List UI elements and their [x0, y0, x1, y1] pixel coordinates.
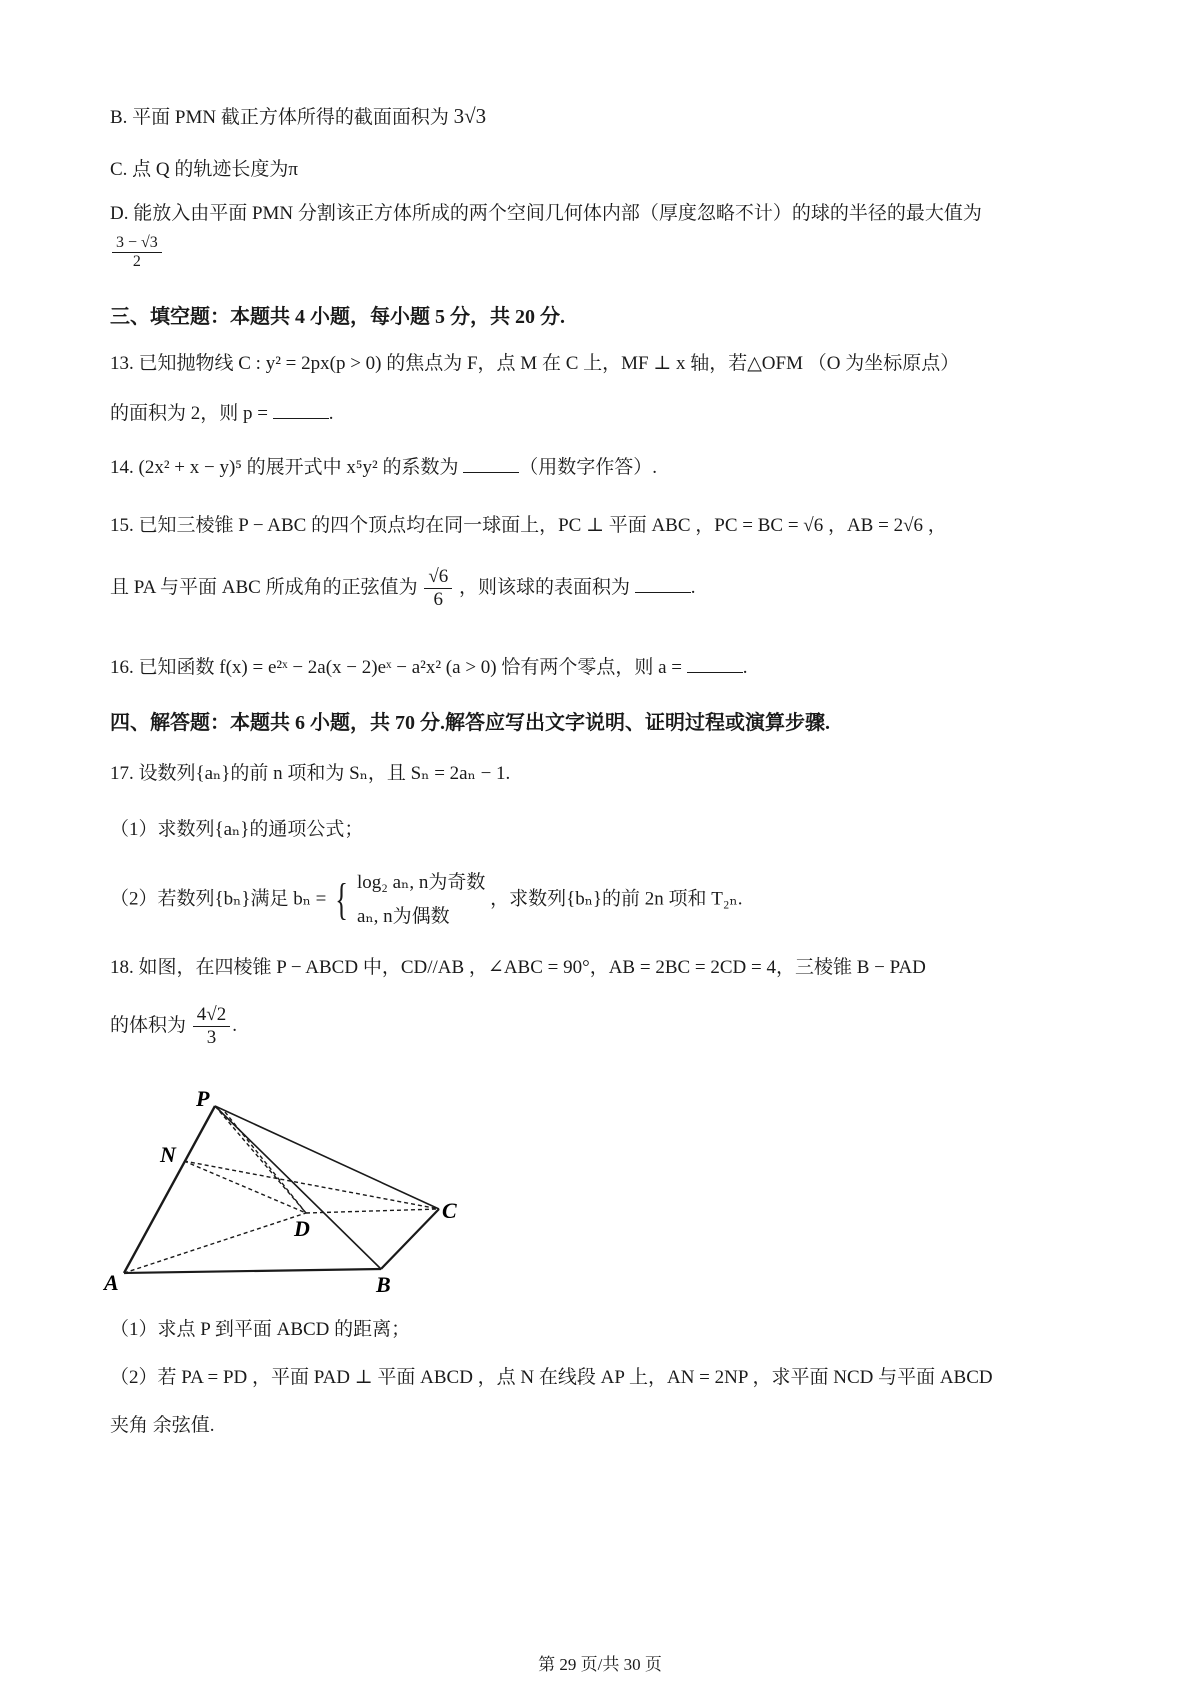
fraction-numerator: 3 − √3 [112, 234, 162, 253]
edge-pc [215, 1106, 439, 1209]
case-odd: log₂ aₙ, n为奇数 [357, 872, 486, 893]
q18-end: . [232, 1014, 237, 1036]
q16-text: 16. 已知函数 f(x) = e²ˣ − 2a(x − 2)eˣ − a²x² (a > 0) 恰有两个零点，则 a = [110, 657, 683, 678]
option-c: C. 点 Q 的轨迹长度为π [110, 159, 298, 180]
question-18-part2-line2: 夹角 余弦值. [110, 1415, 215, 1436]
segment-nd [184, 1161, 306, 1213]
option-b-value: 3√3 [453, 104, 487, 128]
q17-part2-text: （2）若数列{bₙ}满足 bₙ = [110, 888, 327, 910]
label-p: P [196, 1086, 210, 1111]
question-17-part1: （1）求数列{aₙ}的通项公式； [110, 819, 364, 840]
brace: { [335, 875, 349, 924]
q18-text: 的体积为 [110, 1014, 187, 1036]
label-c: C [442, 1198, 457, 1223]
edge-ab [124, 1269, 381, 1273]
q13-end: . [328, 403, 334, 424]
section-3-heading: 三、填空题：本题共 4 小题，每小题 5 分，共 20 分. [110, 306, 565, 328]
label-d: D [294, 1216, 310, 1241]
q15-text: 且 PA 与平面 ABC 所成角的正弦值为 [110, 576, 418, 598]
q16-end: . [742, 657, 748, 678]
fraction-numerator: √6 [424, 566, 452, 589]
option-d: D. 能放入由平面 PMN 分割该正方体所成的两个空间几何体内部（厚度忽略不计）的球的半径的最大值为 [110, 203, 982, 224]
question-18-part1: （1）求点 P 到平面 ABCD 的距离； [110, 1319, 411, 1340]
fraction-denominator: 2 [132, 253, 141, 270]
label-a: A [104, 1270, 119, 1295]
q15-end: . [690, 576, 696, 598]
q15-text-2: ，则该球的表面积为 [459, 576, 631, 598]
q13-text: 的面积为 2，则 p = [110, 403, 268, 424]
section-4-heading: 四、解答题：本题共 6 小题，共 70 分.解答应写出文字说明、证明过程或演算步骤. [110, 712, 830, 734]
question-17-stem: 17. 设数列{aₙ}的前 n 项和为 Sₙ，且 Sₙ = 2aₙ − 1. [110, 763, 511, 784]
option-b-text: B. 平面 PMN 截正方体所得的截面面积为 [110, 107, 449, 128]
label-n: N [160, 1142, 176, 1167]
edge-bc [381, 1209, 439, 1269]
page-footer: 第 29 页/共 30 页 [538, 1655, 662, 1674]
q14-end: （用数字作答）. [519, 457, 657, 478]
q14-text: 14. (2x² + x − y)⁵ 的展开式中 x⁵y² 的系数为 [110, 457, 459, 478]
question-15-line1: 15. 已知三棱锥 P − ABC 的四个顶点均在同一球面上，PC ⊥ 平面 ABC ，PC = BC = √6 ，AB = 2√6 ， [110, 515, 947, 536]
edge-pa [124, 1106, 215, 1273]
question-18-line1: 18. 如图，在四棱锥 P − ABCD 中，CD//AB ，∠ABC = 90°，AB = 2BC = 2CD = 4，三棱锥 B − PAD [110, 957, 926, 978]
edge-dc [306, 1209, 439, 1213]
fraction-denominator: 6 [433, 589, 444, 610]
case-even: aₙ, n为偶数 [357, 906, 450, 927]
q17-part2-end: ，求数列{bₙ}的前 2n 项和 T₂ₙ. [490, 888, 743, 910]
label-b: B [376, 1272, 391, 1297]
question-18-part2-line1: （2）若 PA = PD ，平面 PAD ⊥ 平面 ABCD ，点 N 在线段 AP 上，AN = 2NP ，求平面 NCD 与平面 ABCD [110, 1367, 993, 1388]
question-13-line1: 13. 已知抛物线 C : y² = 2px(p > 0) 的焦点为 F，点 M 在 C 上，MF ⊥ x 轴，若△OFM （O 为坐标原点） [110, 353, 960, 374]
fraction-denominator: 3 [206, 1027, 217, 1048]
fraction-numerator: 4√2 [193, 1004, 230, 1027]
